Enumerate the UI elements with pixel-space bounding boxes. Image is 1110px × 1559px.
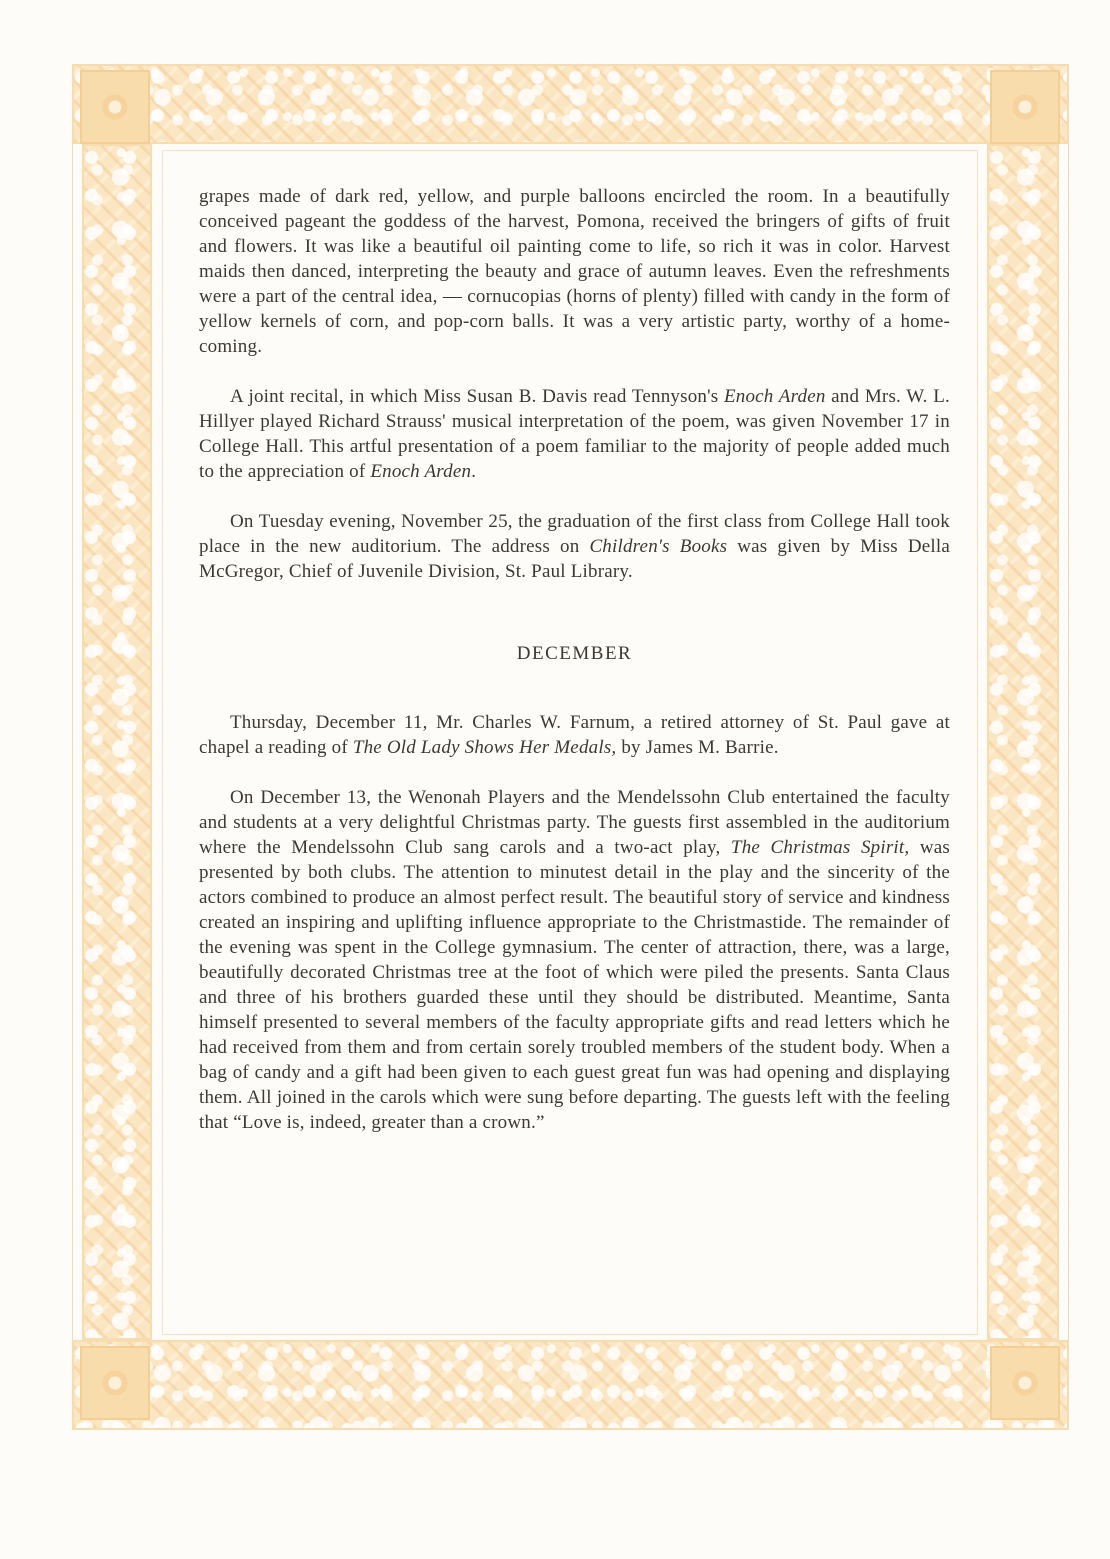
- paragraph-joint-recital: [199, 384, 950, 484]
- text-run: by James M. Barrie.: [616, 737, 779, 758]
- book-title: The Old Lady Shows Her Medals,: [352, 737, 617, 758]
- ornamental-border-top: [72, 64, 1069, 144]
- book-title: Children's Books: [589, 536, 728, 557]
- text-run: was presented by both clubs. The attention to minutest detail in the play and the sincerity of the actors combined to produce an almost perfect result. The beautiful story of service and kindness created an inspiring and uplifting influence appropriate to the Christmastide. The remainder of the evening was spent in the College gymnasium. The center of attraction, there, was a large, beautifully decorated Christmas tree at the foot of which were piled the presents. Santa Claus and three of his brothers guarded these until they should be distributed. Meantime, Santa himself presented to several members of the faculty appropriate gifts and read letters which he had received from them and from certain sorely troubled members of the student body. When a bag of candy and a gift had been given to each guest great fun was had opening and displaying them. All joined in the carols which were sung before departing. The guests left with the feeling that “Love is, indeed, greater than a crown.”: [199, 837, 950, 1133]
- text-run: and Mrs. W. L. Hillyer played Richard Strauss' musical interpretation of the poem, was given November 17 in College Hall. This artful presentation of a poem familiar to the majority of people added much to the appreciation of: [199, 386, 951, 482]
- book-title: Enoch Arden: [723, 386, 826, 407]
- text-run: On December 13, the Wenonah Players and the Mendelssohn Club entertained the faculty and students at a very delightful Christmas party. The guests first assembled in the auditorium where the Mendelssohn Club sang carols and a two-act play,: [199, 787, 950, 858]
- play-title: The Christmas Spirit,: [730, 837, 910, 858]
- corner-ornament-top-left: [80, 70, 150, 144]
- book-title: Enoch Arden: [370, 461, 472, 482]
- text-run: .: [471, 461, 477, 482]
- paragraph-harvest-party: grapes made of dark red, yellow, and purple balloons encircled the room. In a beautifully conceived pageant the goddess of the harvest, Pomona, received the bringers of gifts of fruit and flowers. It was like a beautiful oil painting come to life, so rich it was in color. Harvest maids then danced, interpreting the beauty and grace of autumn leaves. Even the refreshments were a part of the central idea, — cornucopias (horns of plenty) filled with candy in the form of yellow kernels of corn, and pop-corn balls. It was a very artistic party, worthy of a home-coming.: [199, 186, 950, 357]
- section-heading-december: DECEMBER: [516, 643, 633, 664]
- ornamental-border-bottom: [72, 1340, 1069, 1430]
- corner-ornament-top-right: [990, 70, 1060, 144]
- paragraph-christmas-party: [199, 785, 950, 1135]
- text-run: was given by Miss Della McGregor, Chief of Juvenile Division, St. Paul Library.: [199, 536, 951, 582]
- corner-ornament-bottom-left: [80, 1346, 150, 1420]
- corner-ornament-bottom-right: [990, 1346, 1060, 1420]
- paragraph-graduation: [199, 509, 950, 584]
- text-run: On Tuesday evening, November 25, the graduation of the first class from College Hall took place in the new auditorium. The address on: [199, 511, 950, 557]
- ornamental-border-right: [987, 144, 1059, 1340]
- text-run: Thursday, December 11, Mr. Charles W. Farnum, a retired attorney of St. Paul gave at chapel a reading of: [199, 712, 950, 758]
- page-content: [199, 184, 950, 1135]
- ornamental-border-left: [82, 144, 152, 1340]
- text-run: A joint recital, in which Miss Susan B. Davis read Tennyson's: [230, 386, 724, 407]
- paragraph-chapel-reading: [199, 710, 950, 760]
